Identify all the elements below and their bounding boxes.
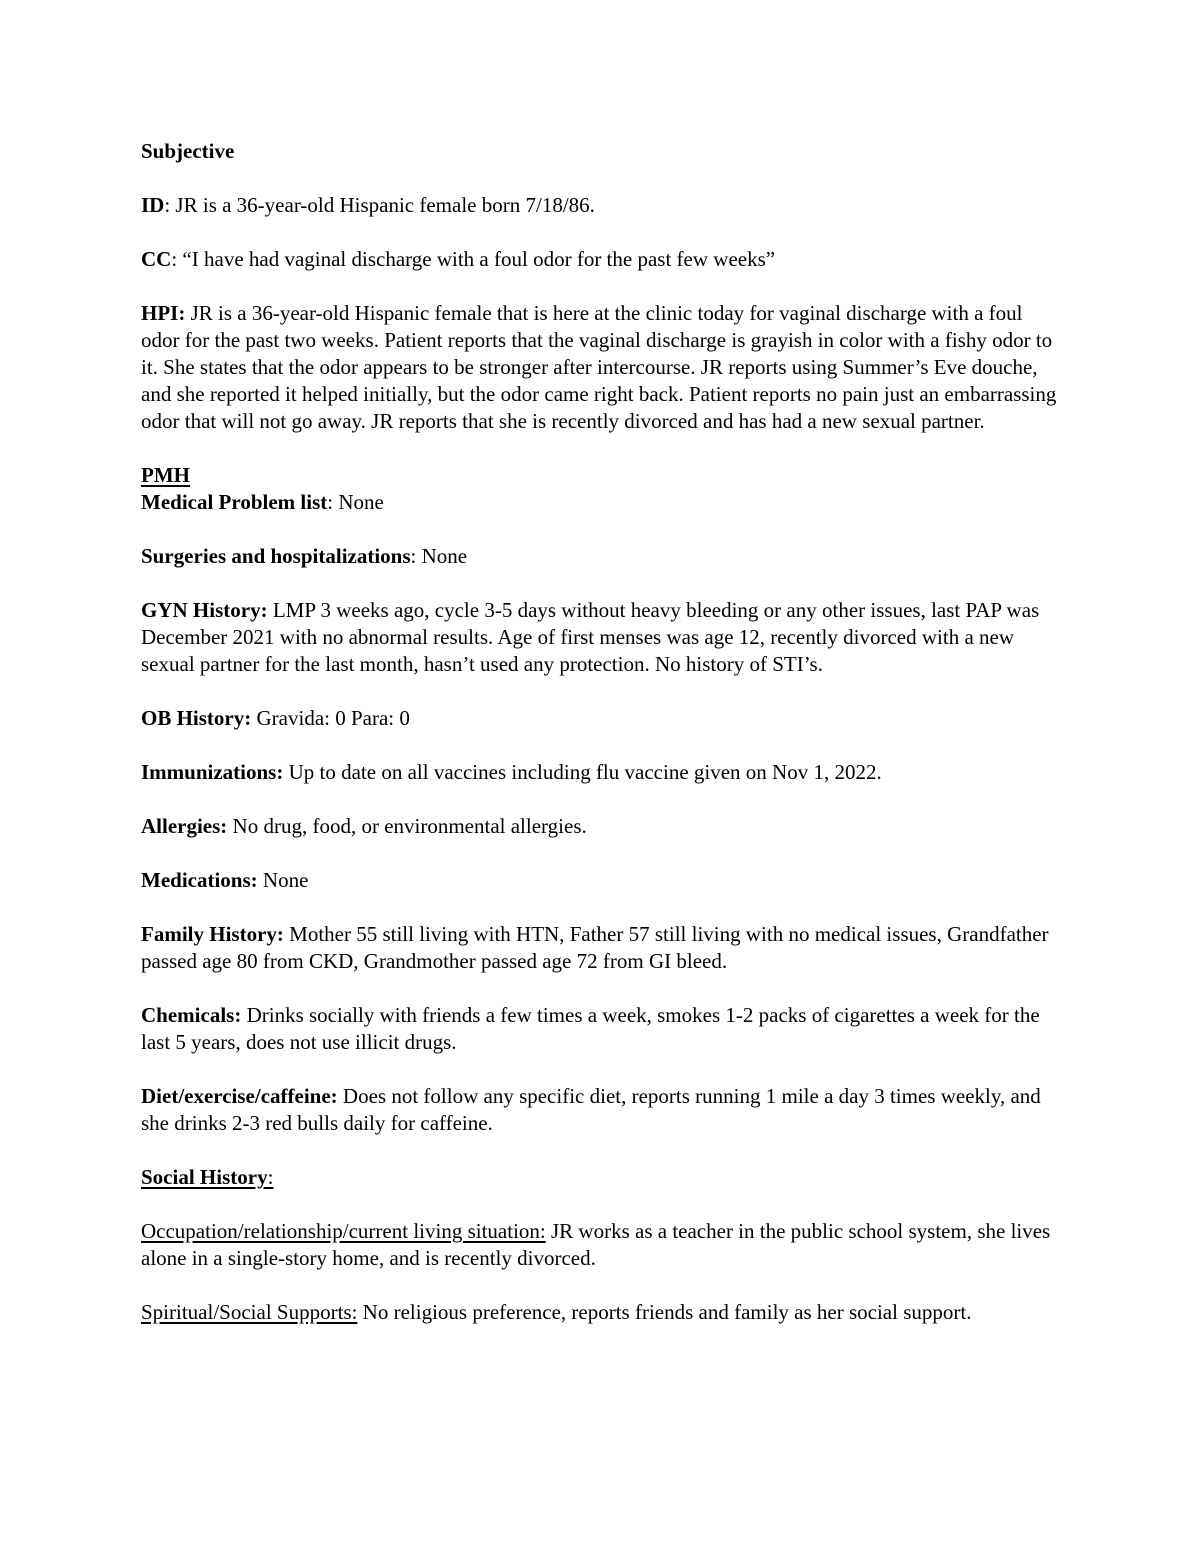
spiritual-text: No religious preference, reports friends and family as her social support. — [357, 1300, 972, 1324]
hpi-text: JR is a 36-year-old Hispanic female that is here at the clinic today for vaginal discharge with a foul odor for the past two weeks. Patient reports that the vaginal discharge is grayish in color with a fishy odor to it. She states that the odor appears to be stronger after intercourse. JR reports using Summer’s Eve douche, and she reported it helped initially, but the odor came right back. Patient reports no pain just an embarrassing odor that will not go away. JR reports that she is recently divorced and has had a new sexual partner. — [141, 301, 1057, 433]
hpi-paragraph — [141, 300, 1061, 435]
chemicals-label: Chemicals: — [141, 1003, 242, 1027]
problem-list-paragraph — [141, 489, 1061, 516]
family-history-paragraph — [141, 921, 1061, 975]
allergies-label: Allergies: — [141, 814, 228, 838]
surgeries-paragraph — [141, 543, 1061, 570]
id-text: : JR is a 36-year-old Hispanic female born 7/18/86. — [164, 193, 595, 217]
social-history-heading-line — [141, 1164, 1061, 1191]
medications-label: Medications: — [141, 868, 258, 892]
occupation-paragraph — [141, 1218, 1061, 1272]
cc-paragraph — [141, 246, 1061, 273]
social-history-heading: Social History — [141, 1165, 268, 1189]
occupation-label: Occupation/relationship/current living situation: — [141, 1219, 546, 1243]
surgeries-label: Surgeries and hospitalizations — [141, 544, 411, 568]
id-paragraph — [141, 192, 1061, 219]
problem-list-text: : None — [327, 490, 384, 514]
family-history-text: Mother 55 still living with HTN, Father 57 still living with no medical issues, Grandfather passed age 80 from CKD, Grandmother passed age 72 from GI bleed. — [141, 922, 1049, 973]
surgeries-text: : None — [410, 544, 468, 568]
diet-paragraph — [141, 1083, 1061, 1137]
hpi-label: HPI: — [141, 301, 186, 325]
pmh-heading: PMH — [141, 463, 190, 487]
pmh-heading-line — [141, 462, 1061, 489]
immunizations-label: Immunizations: — [141, 760, 284, 784]
family-history-label: Family History: — [141, 922, 284, 946]
chemicals-text: Drinks socially with friends a few times a week, smokes 1-2 packs of cigarettes a week for the last 5 years, does not use illicit drugs. — [141, 1003, 1040, 1054]
ob-label: OB History: — [141, 706, 252, 730]
diet-label: Diet/exercise/caffeine: — [141, 1084, 338, 1108]
problem-list-label: Medical Problem list — [141, 490, 328, 514]
chemicals-paragraph — [141, 1002, 1061, 1056]
allergies-text: No drug, food, or environmental allergies. — [227, 814, 587, 838]
ob-text: Gravida: 0 Para: 0 — [251, 706, 410, 730]
cc-label: CC — [141, 247, 172, 271]
spiritual-label: Spiritual/Social Supports: — [141, 1300, 358, 1324]
immunizations-paragraph — [141, 759, 1061, 786]
diet-text: Does not follow any specific diet, reports running 1 mile a day 3 times weekly, and she drinks 2-3 red bulls daily for caffeine. — [141, 1084, 1041, 1135]
document-page — [141, 138, 1061, 1353]
medications-paragraph — [141, 867, 1061, 894]
allergies-paragraph — [141, 813, 1061, 840]
ob-paragraph — [141, 705, 1061, 732]
section-heading-subjective: Subjective — [141, 139, 235, 163]
cc-text: : “I have had vaginal discharge with a foul odor for the past few weeks” — [171, 247, 776, 271]
id-label: ID — [141, 193, 165, 217]
immunizations-text: Up to date on all vaccines including flu vaccine given on Nov 1, 2022. — [283, 760, 882, 784]
spiritual-paragraph — [141, 1299, 1061, 1326]
gyn-paragraph — [141, 597, 1061, 678]
medications-text: None — [257, 868, 309, 892]
gyn-label: GYN History: — [141, 598, 268, 622]
occupation-text: JR works as a teacher in the public school system, she lives alone in a single-story home, and is recently divorced. — [141, 1219, 1051, 1270]
social-history-heading-suffix: : — [267, 1165, 274, 1189]
gyn-text: LMP 3 weeks ago, cycle 3-5 days without heavy bleeding or any other issues, last PAP was December 2021 with no abnormal results. Age of first menses was age 12, recently divorced with a new sexual partner for the last month, hasn’t used any protection. No history of STI’s. — [141, 598, 1040, 676]
